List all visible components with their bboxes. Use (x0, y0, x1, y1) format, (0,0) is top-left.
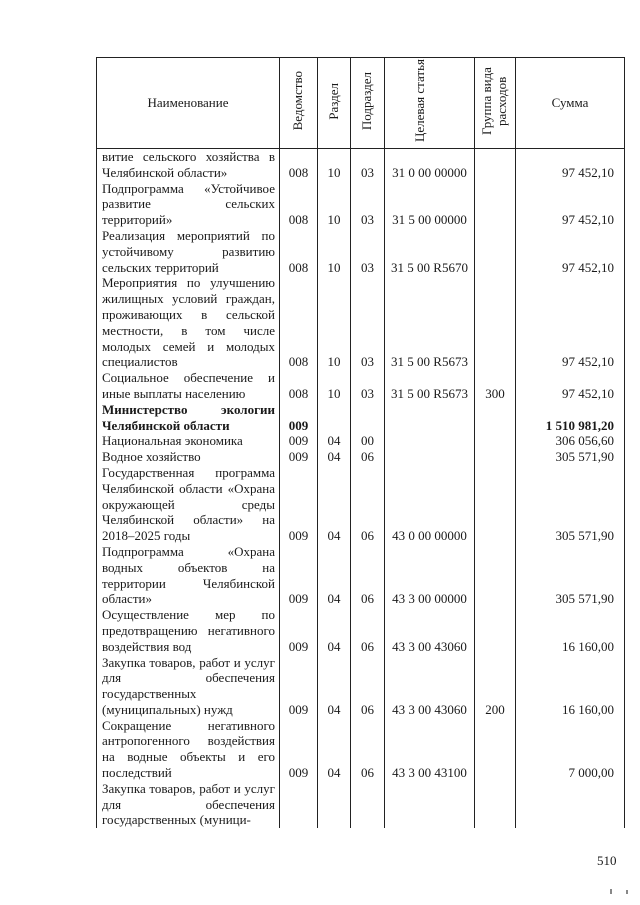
row-ved (280, 781, 318, 828)
row-sum: 16 160,00 (516, 607, 625, 654)
row-name: Водное хозяйство (97, 449, 280, 465)
row-expense-group (475, 544, 516, 607)
row-sum: 305 571,90 (516, 465, 625, 544)
table-row (97, 370, 625, 402)
table-row (97, 275, 625, 370)
row-expense-group (475, 275, 516, 370)
row-podrazdel: 03 (351, 149, 385, 181)
row-razdel (318, 781, 351, 828)
row-ved: 009 (280, 544, 318, 607)
row-razdel: 04 (318, 465, 351, 544)
row-sum: 7 000,00 (516, 718, 625, 781)
row-sum: 97 452,10 (516, 275, 625, 370)
row-razdel: 10 (318, 370, 351, 402)
header-razdel: Раздел (318, 58, 351, 149)
row-ved: 009 (280, 433, 318, 449)
row-podrazdel: 03 (351, 370, 385, 402)
row-target-article: 31 5 00 R5673 (385, 370, 475, 402)
row-razdel: 04 (318, 607, 351, 654)
row-name: Подпрограмма «Устойчивое развитие сельских территорий» (97, 181, 280, 228)
table-row (97, 781, 625, 828)
row-sum (516, 781, 625, 828)
row-razdel (318, 402, 351, 434)
row-name: Закупка товаров, работ и услуг для обеспечения государственных (муници- (97, 781, 280, 828)
table-row (97, 181, 625, 228)
header-summa: Сумма (516, 58, 625, 149)
table-row (97, 655, 625, 718)
row-podrazdel: 06 (351, 655, 385, 718)
table-row (97, 544, 625, 607)
header-name: Наименование (97, 58, 280, 149)
row-expense-group (475, 149, 516, 181)
row-sum: 97 452,10 (516, 228, 625, 275)
row-expense-group (475, 181, 516, 228)
row-target-article: 31 0 00 00000 (385, 149, 475, 181)
scan-mark (626, 890, 628, 894)
row-target-article (385, 781, 475, 828)
row-name: Подпрограмма «Охрана водных объектов на территории Челябинской области» (97, 544, 280, 607)
table-row (97, 718, 625, 781)
row-expense-group (475, 465, 516, 544)
row-razdel: 04 (318, 433, 351, 449)
row-name: Государственная программа Челябинской области «Охрана окружающей среды Челябинской области» на 2018–2025 годы (97, 465, 280, 544)
row-podrazdel: 06 (351, 607, 385, 654)
row-target-article (385, 402, 475, 434)
row-expense-group: 300 (475, 370, 516, 402)
row-expense-group (475, 718, 516, 781)
row-ved: 008 (280, 275, 318, 370)
row-ved: 009 (280, 607, 318, 654)
row-ved: 009 (280, 655, 318, 718)
row-razdel: 04 (318, 449, 351, 465)
row-sum: 16 160,00 (516, 655, 625, 718)
row-razdel: 10 (318, 275, 351, 370)
row-razdel: 10 (318, 149, 351, 181)
row-sum: 306 056,60 (516, 433, 625, 449)
row-name: Реализация мероприятий по устойчивому развитию сельских территорий (97, 228, 280, 275)
table-header (97, 58, 625, 149)
header-celevaya: Целевая статья (385, 58, 475, 149)
row-podrazdel (351, 781, 385, 828)
table-body (97, 149, 625, 829)
row-ved: 009 (280, 449, 318, 465)
table-row (97, 402, 625, 434)
row-sum: 305 571,90 (516, 544, 625, 607)
row-target-article (385, 449, 475, 465)
row-razdel: 04 (318, 544, 351, 607)
row-target-article: 31 5 00 R5670 (385, 228, 475, 275)
row-podrazdel: 06 (351, 544, 385, 607)
table-row (97, 449, 625, 465)
table-row (97, 607, 625, 654)
row-ved: 009 (280, 465, 318, 544)
row-target-article (385, 433, 475, 449)
row-podrazdel: 03 (351, 181, 385, 228)
row-name: Национальная экономика (97, 433, 280, 449)
row-expense-group (475, 449, 516, 465)
row-podrazdel: 06 (351, 449, 385, 465)
row-razdel: 10 (318, 181, 351, 228)
row-podrazdel (351, 402, 385, 434)
row-ved: 009 (280, 718, 318, 781)
row-podrazdel: 03 (351, 228, 385, 275)
row-name: Осуществление мер по предотвращению негативного воздействия вод (97, 607, 280, 654)
row-expense-group (475, 781, 516, 828)
row-ved: 008 (280, 181, 318, 228)
row-name: Сокращение негативного антропогенного воздействия на водные объекты и его последствий (97, 718, 280, 781)
row-podrazdel: 06 (351, 718, 385, 781)
scan-mark (610, 889, 612, 894)
table-row (97, 465, 625, 544)
budget-table (96, 57, 625, 828)
row-target-article: 43 3 00 00000 (385, 544, 475, 607)
row-razdel: 04 (318, 655, 351, 718)
row-sum: 1 510 981,20 (516, 402, 625, 434)
table-row (97, 228, 625, 275)
row-name: Министерство экологии Челябинской области (97, 402, 280, 434)
table-row (97, 149, 625, 181)
row-expense-group (475, 607, 516, 654)
row-expense-group: 200 (475, 655, 516, 718)
header-podrazdel: Подраздел (351, 58, 385, 149)
row-name: Мероприятия по улучшению жилищных условий граждан, проживающих в сельской местности, в том числе молодых семей и молодых специалистов (97, 275, 280, 370)
row-ved: 008 (280, 228, 318, 275)
row-sum: 305 571,90 (516, 449, 625, 465)
row-target-article: 43 3 00 43060 (385, 655, 475, 718)
header-gruppa: Группа вида расходов (475, 58, 516, 149)
row-name: Социальное обеспечение и иные выплаты населению (97, 370, 280, 402)
row-ved: 009 (280, 402, 318, 434)
row-target-article: 43 3 00 43060 (385, 607, 475, 654)
row-ved: 008 (280, 370, 318, 402)
row-name: Закупка товаров, работ и услуг для обеспечения государственных (муниципальных) нужд (97, 655, 280, 718)
row-podrazdel: 00 (351, 433, 385, 449)
header-ved: Ведомство (280, 58, 318, 149)
row-expense-group (475, 402, 516, 434)
row-razdel: 04 (318, 718, 351, 781)
table-row (97, 433, 625, 449)
row-target-article: 43 0 00 00000 (385, 465, 475, 544)
row-target-article: 43 3 00 43100 (385, 718, 475, 781)
page-number: 510 (597, 853, 617, 868)
row-name: витие сельского хозяйства в Челябинской области» (97, 149, 280, 181)
row-podrazdel: 06 (351, 465, 385, 544)
row-sum: 97 452,10 (516, 181, 625, 228)
row-expense-group (475, 433, 516, 449)
row-target-article: 31 5 00 R5673 (385, 275, 475, 370)
row-razdel: 10 (318, 228, 351, 275)
row-target-article: 31 5 00 00000 (385, 181, 475, 228)
row-expense-group (475, 228, 516, 275)
row-sum: 97 452,10 (516, 370, 625, 402)
row-ved: 008 (280, 149, 318, 181)
row-podrazdel: 03 (351, 275, 385, 370)
row-sum: 97 452,10 (516, 149, 625, 181)
